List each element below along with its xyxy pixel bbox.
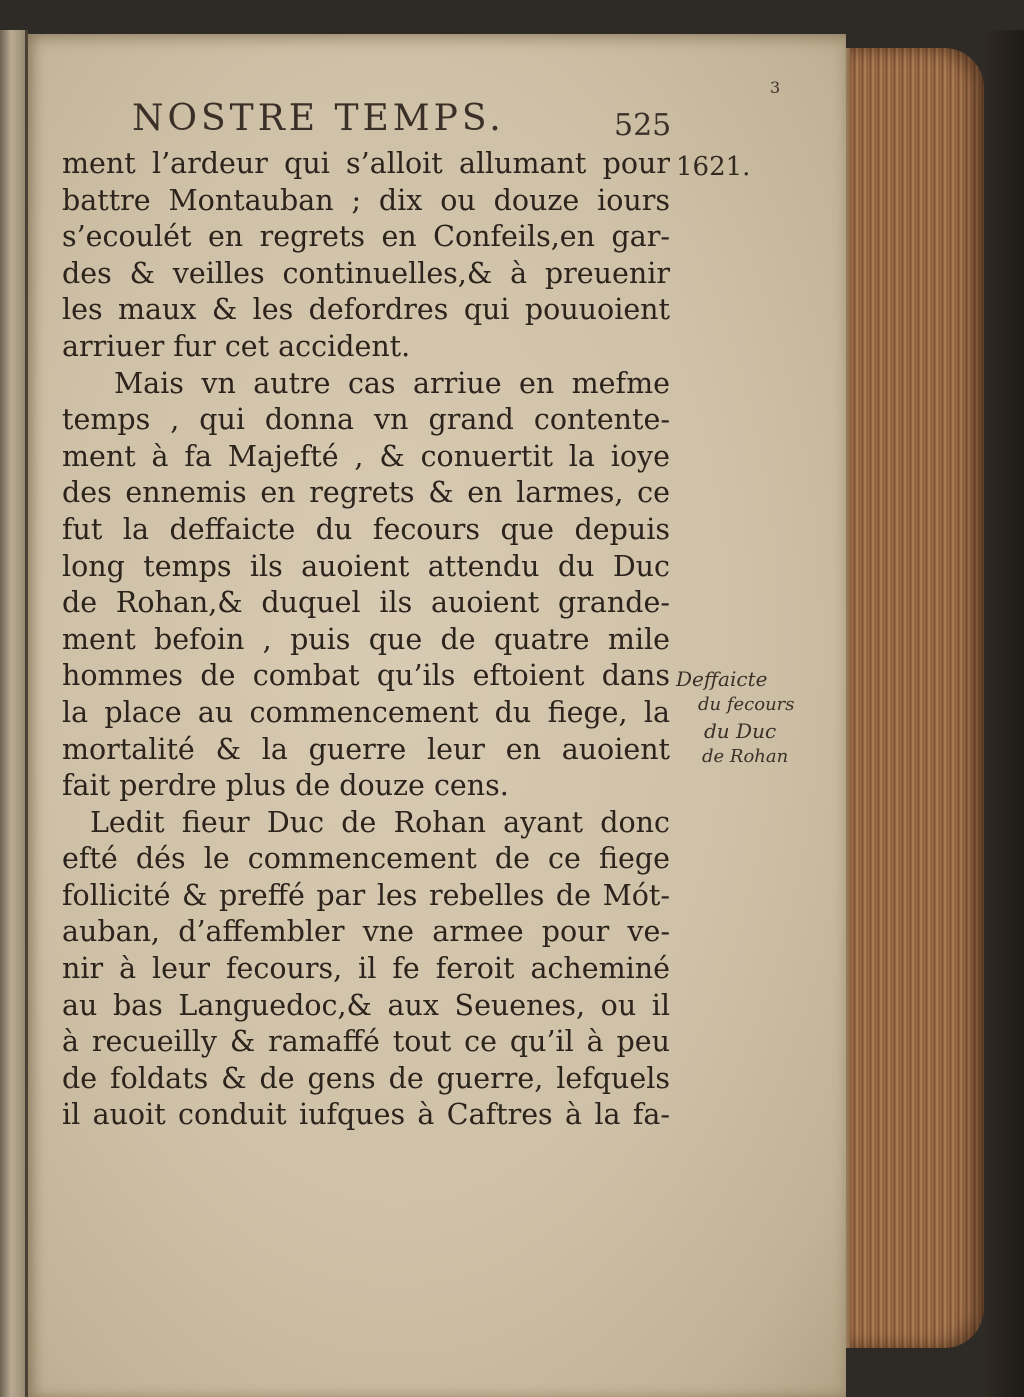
- margin-year: 1621.: [676, 152, 751, 182]
- text-line: des ennemis en regrets & en larmes, ce: [62, 476, 670, 510]
- body-text: [62, 146, 670, 1134]
- text-line: battre Montauban ; dix ou douze iours: [62, 183, 670, 217]
- text-line: nir à leur fecours, il fe feroit acheminé: [62, 952, 670, 986]
- page-number: 525: [614, 108, 672, 143]
- book-cover-edge: [984, 30, 1024, 1397]
- text-line: de Rohan,& duquel ils auoient grande-: [62, 586, 670, 620]
- margin-note: [674, 666, 814, 770]
- text-line: ment befoin , puis que de quatre mile: [62, 622, 670, 656]
- text-line: à recueilly & ramaffé tout ce qu’il à peu: [62, 1025, 670, 1059]
- text-line: mortalité & la guerre leur en auoient: [62, 732, 670, 766]
- margin-note-line: de Rohan: [702, 746, 789, 767]
- text-line: fut la deffaicte du fecours que depuis: [62, 512, 670, 546]
- text-line: la place au commencement du fiege, la: [62, 695, 670, 729]
- text-line: Mais vn autre cas arriue en mefme: [114, 366, 670, 400]
- text-line: Ledit fieur Duc de Rohan ayant donc: [90, 805, 670, 839]
- text-line: efté dés le commencement de ce fiege: [62, 842, 670, 876]
- text-line: s’ecoulét en regrets en Confeils,en gar-: [62, 220, 670, 254]
- text-line: ment l’ardeur qui s’alloit allumant pour: [62, 147, 670, 180]
- text-line: des & veilles continuelles,& à preuenir: [62, 256, 670, 290]
- corner-mark: 3: [770, 78, 781, 97]
- text-line: ment à fa Majefté , & conuertit la ioye: [62, 439, 670, 473]
- margin-note-line: du Duc: [704, 719, 777, 743]
- text-line: de foldats & de gens de guerre, lefquels: [62, 1061, 670, 1095]
- text-line: temps , qui donna vn grand contente-: [62, 403, 670, 437]
- text-line: long temps ils auoient attendu du Duc: [62, 549, 670, 583]
- text-line: les maux & les defordres qui pouuoient: [62, 293, 670, 327]
- margin-note-line: Deffaicte: [676, 667, 768, 691]
- text-line: hommes de combat qu’ils eftoient dans: [62, 659, 670, 693]
- text-line: auban, d’affembler vne armee pour ve-: [62, 915, 670, 949]
- text-line: fait perdre plus de douze cens.: [62, 769, 509, 803]
- facing-page-edge: [0, 30, 28, 1397]
- page-fore-edge: [846, 48, 984, 1348]
- text-line: follicité & preffé par les rebelles de Mót-: [62, 878, 670, 912]
- margin-note-line: du fecours: [698, 694, 795, 715]
- text-line: arriuer fur cet accident.: [62, 329, 411, 363]
- running-head-title: NOSTRE TEMPS.: [132, 98, 505, 139]
- text-line: au bas Languedoc,& aux Seuenes, ou il: [62, 988, 670, 1022]
- text-line: il auoit conduit iufques à Caftres à la fa-: [62, 1098, 670, 1132]
